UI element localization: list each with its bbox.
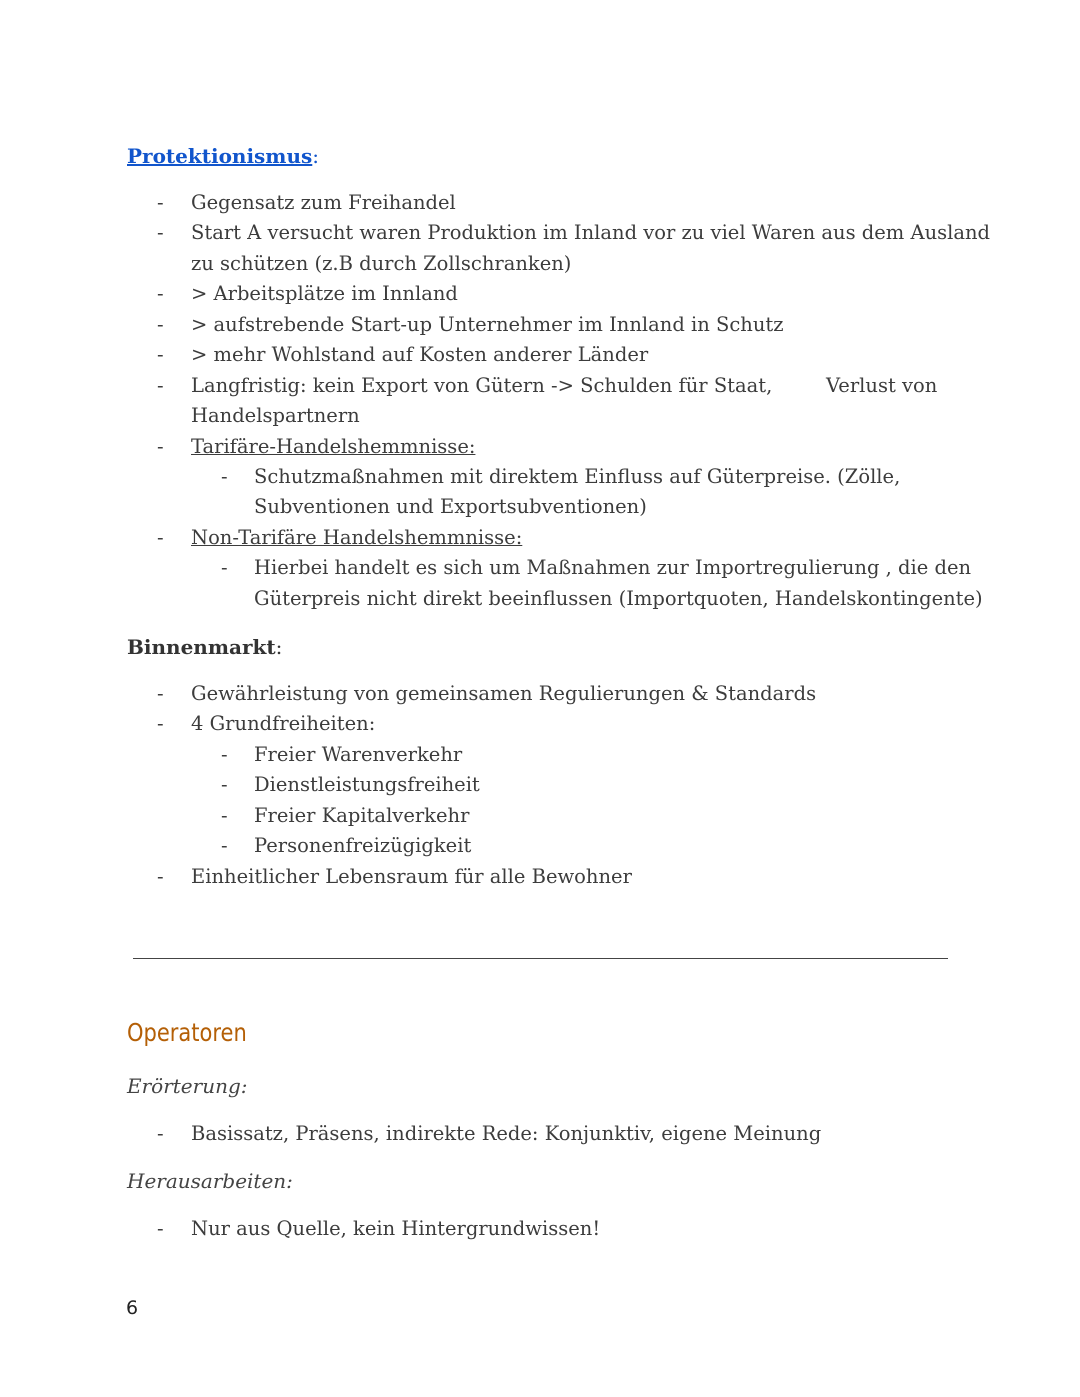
bullet-dash: -	[221, 773, 228, 796]
bullet-dash: -	[157, 221, 164, 244]
bullet-dash: -	[157, 865, 164, 888]
bullet-dash: -	[157, 374, 164, 397]
section-heading-protektionismus	[127, 141, 319, 171]
sub-list-item: Schutzmaßnahmen mit direktem Einfluss auf Güterpreise. (Zölle,	[254, 465, 901, 488]
protektionismus-link[interactable]: Protektionismus	[127, 144, 313, 168]
bullet-dash: -	[157, 191, 164, 214]
bullet-dash: -	[221, 743, 228, 766]
sub-list-item-continuation: Güterpreis nicht direkt beeinflussen (Importquoten, Handelskontingente)	[254, 587, 983, 610]
bullet-dash: -	[221, 556, 228, 579]
list-item: 4 Grundfreiheiten:	[191, 712, 376, 735]
bullet-dash: -	[221, 804, 228, 827]
bullet-dash: -	[157, 682, 164, 705]
section-heading-operatoren: Operatoren	[127, 1018, 247, 1047]
subheading-tarifaere: Tarifäre-Handelshemmnisse:	[191, 435, 476, 458]
bullet-dash: -	[157, 1122, 164, 1145]
heading-colon: :	[312, 144, 320, 168]
list-item: Langfristig: kein Export von Gütern -> Schulden für Staat,	[191, 374, 773, 397]
list-item-continuation: zu schützen (z.B durch Zollschranken)	[191, 252, 572, 275]
list-item-tail: Verlust von	[826, 374, 938, 397]
subheading-non-tarifaere: Non-Tarifäre Handelshemmnisse:	[191, 526, 523, 549]
bullet-dash: -	[157, 282, 164, 305]
operator-label-eroerterung: Erörterung:	[127, 1074, 248, 1098]
list-item: Basissatz, Präsens, indirekte Rede: Konjunktiv, eigene Meinung	[191, 1122, 822, 1145]
section-heading-binnenmarkt	[127, 632, 282, 662]
list-item-continuation: Handelspartnern	[191, 404, 360, 427]
heading-colon: :	[275, 635, 283, 659]
bullet-dash: -	[157, 712, 164, 735]
list-item: Start A versucht waren Produktion im Inland vor zu viel Waren aus dem Ausland	[191, 221, 991, 244]
sub-list-item: Freier Warenverkehr	[254, 743, 463, 766]
sub-list-item: Freier Kapitalverkehr	[254, 804, 470, 827]
horizontal-divider	[133, 958, 948, 959]
operator-label-herausarbeiten: Herausarbeiten:	[127, 1169, 293, 1193]
bullet-dash: -	[221, 834, 228, 857]
list-item: > Arbeitsplätze im Innland	[191, 282, 458, 305]
bullet-dash: -	[157, 526, 164, 549]
bullet-dash: -	[157, 1217, 164, 1240]
list-item: Nur aus Quelle, kein Hintergrundwissen!	[191, 1217, 601, 1240]
bullet-dash: -	[221, 465, 228, 488]
bullet-dash: -	[157, 343, 164, 366]
list-item: Gewährleistung von gemeinsamen Regulierungen & Standards	[191, 682, 817, 705]
sub-list-item-continuation: Subventionen und Exportsubventionen)	[254, 495, 647, 518]
bullet-dash: -	[157, 313, 164, 336]
list-item: Einheitlicher Lebensraum für alle Bewohner	[191, 865, 632, 888]
sub-list-item: Dienstleistungsfreiheit	[254, 773, 480, 796]
bullet-dash: -	[157, 435, 164, 458]
list-item: Gegensatz zum Freihandel	[191, 191, 456, 214]
list-item: > aufstrebende Start-up Unternehmer im Innland in Schutz	[191, 313, 784, 336]
list-item: > mehr Wohlstand auf Kosten anderer Länder	[191, 343, 649, 366]
sub-list-item: Personenfreizügigkeit	[254, 834, 472, 857]
page-number: 6	[126, 1297, 139, 1319]
sub-list-item: Hierbei handelt es sich um Maßnahmen zur Importregulierung , die den	[254, 556, 972, 579]
binnenmarkt-title: Binnenmarkt	[127, 635, 276, 659]
